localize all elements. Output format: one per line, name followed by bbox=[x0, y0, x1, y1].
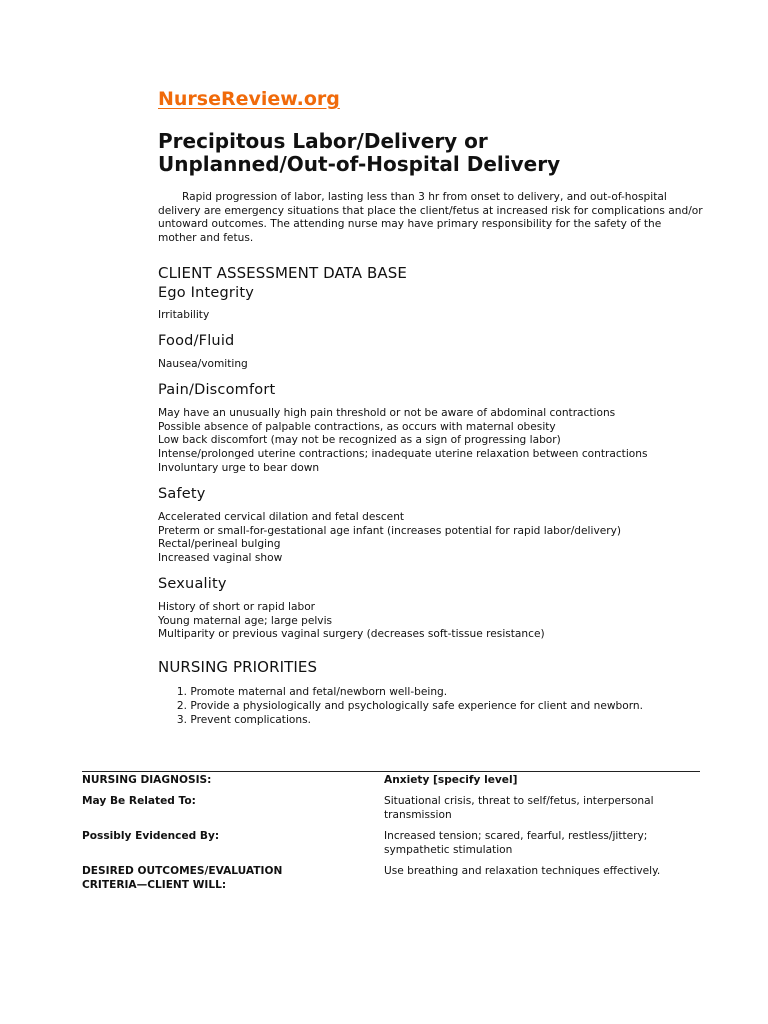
priority-text: Provide a physiologically and psychologically safe experience for client and newborn. bbox=[190, 700, 643, 712]
list-item: Preterm or small-for-gestational age infant (increases potential for rapid labor/delivery) bbox=[158, 524, 621, 537]
priority-number: 3. bbox=[176, 714, 187, 726]
list-item: History of short or rapid labor bbox=[158, 601, 316, 613]
list-item: Nausea/vomiting bbox=[158, 358, 248, 370]
related-to-label: May Be Related To: bbox=[82, 795, 196, 807]
section-heading-pain-discomfort: Pain/Discomfort bbox=[158, 382, 276, 398]
list-item: Involuntary urge to bear down bbox=[158, 461, 320, 474]
desired-outcomes-label bbox=[82, 865, 352, 892]
list-item: Accelerated cervical dilation and fetal descent bbox=[158, 511, 405, 523]
list-item: Rectal/perineal bulging bbox=[158, 538, 281, 551]
list-item: Intense/prolonged uterine contractions; inadequate uterine relaxation between contractions bbox=[158, 448, 648, 461]
food-fluid-list bbox=[158, 358, 718, 372]
ego-integrity-list bbox=[158, 309, 718, 323]
list-item: Increased vaginal show bbox=[158, 552, 283, 565]
desired-outcomes-value: Use breathing and relaxation techniques effectively. bbox=[384, 865, 661, 877]
evidenced-by-label: Possibly Evidenced By: bbox=[82, 830, 220, 842]
list-item: May have an unusually high pain threshold or not be aware of abdominal contractions bbox=[158, 407, 616, 419]
list-item: Low back discomfort (may not be recognized as a sign of progressing labor) bbox=[158, 434, 561, 447]
desired-outcomes-label-line-2: CRITERIA—CLIENT WILL: bbox=[82, 878, 227, 891]
section-heading-sexuality: Sexuality bbox=[158, 576, 227, 592]
sexuality-list bbox=[158, 601, 718, 642]
priority-item bbox=[158, 713, 718, 727]
list-item: Possible absence of palpable contractions, as occurs with maternal obesity bbox=[158, 420, 556, 433]
intro-paragraph: Rapid progression of labor, lasting less than 3 hr from onset to delivery, and out-of-hospital delivery are emergency situations that place the client/fetus at increased risk for complications and/or untoward outcomes. The attending nurse may have primary responsibility for the safety of the mother and fetus. bbox=[158, 191, 703, 245]
priority-text: Promote maternal and fetal/newborn well-being. bbox=[190, 686, 448, 698]
priority-text: Prevent complications. bbox=[190, 714, 311, 726]
list-item: Young maternal age; large pelvis bbox=[158, 614, 333, 627]
priority-item bbox=[158, 685, 718, 699]
evidenced-by-value: Increased tension; scared, fearful, restless/jittery; sympathetic stimulation bbox=[384, 830, 648, 856]
divider bbox=[82, 771, 700, 772]
list-item: Multiparity or previous vaginal surgery (decreases soft-tissue resistance) bbox=[158, 628, 545, 641]
site-link[interactable]: NurseReview.org bbox=[158, 88, 340, 110]
section-heading-ego-integrity: Ego Integrity bbox=[158, 285, 254, 301]
priorities-list bbox=[158, 685, 718, 727]
priority-item bbox=[158, 699, 718, 713]
section-heading-safety: Safety bbox=[158, 486, 206, 502]
document-title bbox=[158, 130, 718, 176]
priorities-heading: NURSING PRIORITIES bbox=[158, 658, 318, 676]
pain-discomfort-list bbox=[158, 407, 718, 476]
title-line-1: Precipitous Labor/Delivery or bbox=[158, 129, 488, 153]
assessment-heading: CLIENT ASSESSMENT DATA BASE bbox=[158, 264, 407, 282]
nursing-diagnosis-label: NURSING DIAGNOSIS: bbox=[82, 774, 212, 786]
priority-number: 2. bbox=[176, 700, 187, 712]
title-line-2: Unplanned/Out-of-Hospital Delivery bbox=[158, 152, 561, 176]
related-to-value: Situational crisis, threat to self/fetus, interpersonal transmission bbox=[384, 795, 654, 821]
section-heading-food-fluid: Food/Fluid bbox=[158, 333, 235, 349]
desired-outcomes-label-line-1: DESIRED OUTCOMES/EVALUATION bbox=[82, 865, 283, 877]
nursing-diagnosis-value: Anxiety [specify level] bbox=[384, 774, 518, 786]
list-item: Irritability bbox=[158, 309, 210, 321]
priority-number: 1. bbox=[176, 686, 187, 698]
safety-list bbox=[158, 511, 718, 566]
